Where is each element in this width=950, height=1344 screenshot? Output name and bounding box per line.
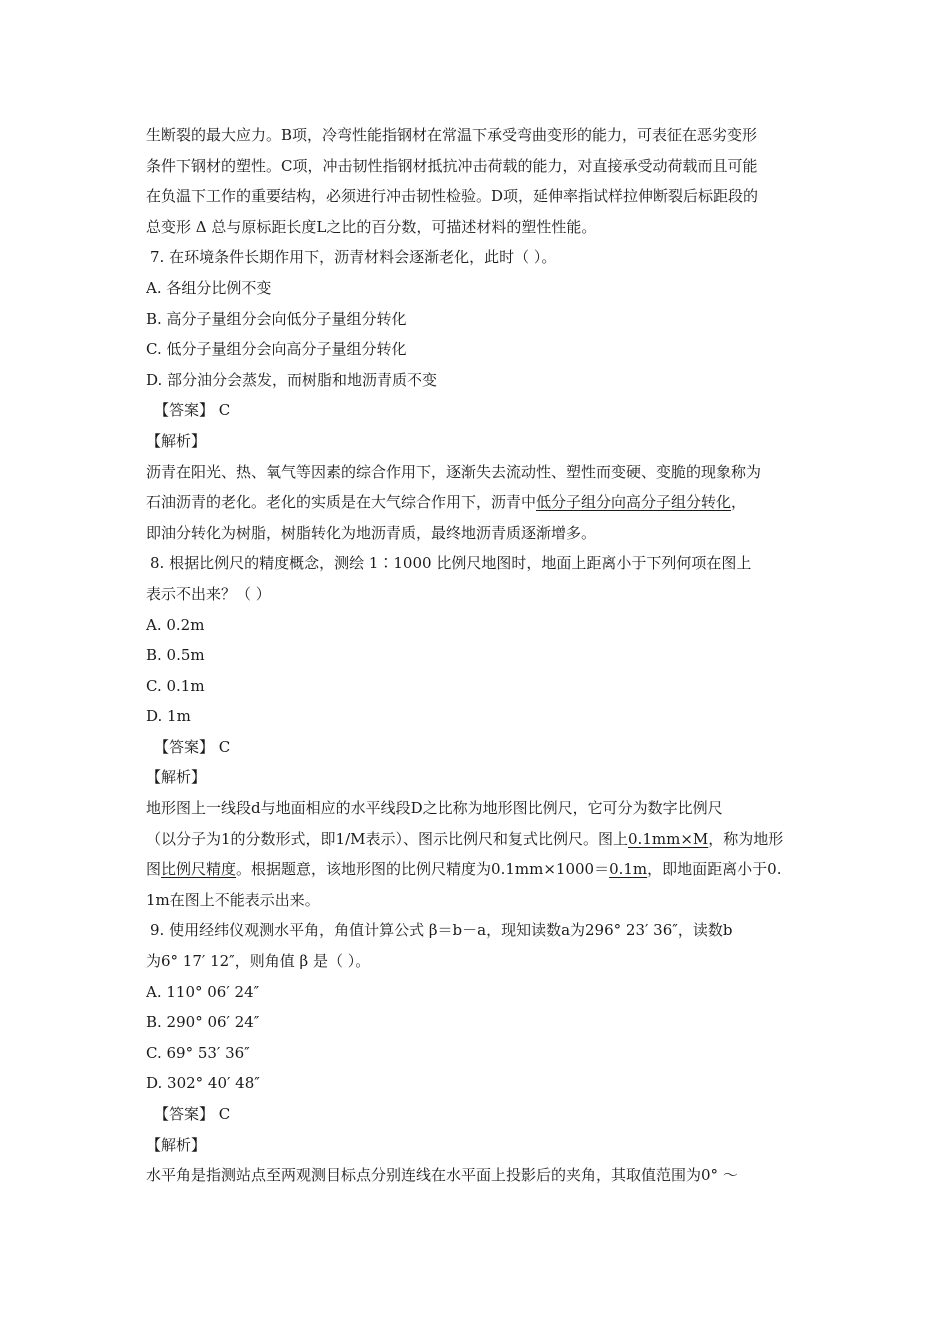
text-run: ，称为地形: [708, 829, 784, 848]
q7-option-b: B. 高分子量组分会向低分子量组分转化: [146, 309, 407, 328]
q7-answer: 【答案】 C: [154, 401, 231, 420]
q7-stem: 7. 在环境条件长期作用下，沥青材料会逐渐老化，此时（ ）。: [150, 248, 557, 267]
q8-analysis-line: [146, 824, 810, 855]
q8-analysis-line: [146, 854, 810, 885]
intro-line: 总变形 Δ 总与原标距长度L之比的百分数，可描述材料的塑性性能。: [146, 217, 597, 236]
q9-option-c: C. 69° 53′ 36″: [146, 1043, 250, 1062]
intro-line: 在负温下工作的重要结构，必须进行冲击韧性检验。D项，延伸率指试样拉伸断裂后标距段的: [146, 187, 759, 206]
underlined-text: 比例尺精度: [161, 860, 237, 879]
q7-option-c: C. 低分子量组分会向高分子量组分转化: [146, 340, 407, 359]
q8-stem-cont: 表示不出来？（ ）: [146, 584, 271, 603]
q8-option-a: A. 0.2m: [146, 615, 205, 634]
q8-analysis-label: 【解析】: [146, 768, 207, 787]
q9-analysis-label: 【解析】: [146, 1135, 207, 1154]
q9-option-d: D. 302° 40′ 48″: [146, 1074, 260, 1093]
q9-stem-cont: 为6° 17′ 12″，则角值 β 是（ ）。: [146, 952, 371, 971]
intro-paragraph: [146, 120, 810, 242]
q8-stem: 8. 根据比例尺的精度概念，测绘 1∶1000 比例尺地图时，地面上距离小于下列何项在图上: [150, 554, 752, 573]
intro-line: 条件下钢材的塑性。C项，冲击韧性指钢材抵抗冲击荷载的能力，对直接承受动荷载而且可能: [146, 156, 758, 175]
underlined-text: 0.1m: [609, 860, 648, 879]
q9-analysis-line: 水平角是指测站点至两观测目标点分别连线在水平面上投影后的夹角，其取值范围为0° ～: [146, 1166, 738, 1185]
q9-stem: 9. 使用经纬仪观测水平角，角值计算公式 β＝b－a，现知读数a为296° 23′ 36″，读数b: [150, 921, 733, 940]
q9-answer: 【答案】 C: [154, 1105, 231, 1123]
intro-line: 生断裂的最大应力。B项，冷弯性能指钢材在常温下承受弯曲变形的能力，可表征在恶劣变形: [146, 126, 758, 144]
text-run: 。根据题意，该地形图的比例尺精度为0.1mm×1000＝: [236, 860, 610, 879]
underlined-text: 0.1mm×M: [628, 829, 709, 848]
text-run: （以分子为1的分数形式，即1/M表示）、图示比例尺和复式比例尺。图上: [146, 829, 629, 848]
q9-option-b: B. 290° 06′ 24″: [146, 1013, 260, 1032]
q7-analysis-line: 即油分转化为树脂，树脂转化为地沥青质，最终地沥青质逐渐增多。: [146, 523, 597, 542]
q7-analysis-label: 【解析】: [146, 431, 207, 450]
document-body: [146, 120, 810, 1191]
q7-option-d: D. 部分油分会蒸发，而树脂和地沥青质不变: [146, 370, 438, 389]
q8-answer: 【答案】 C: [154, 737, 231, 756]
q7-analysis-line: [146, 487, 810, 518]
text-run: ，: [731, 493, 747, 512]
q8-analysis-line: 1m在图上不能表示出来。: [146, 890, 320, 909]
text-run: ，即地面距离小于0.: [647, 860, 782, 879]
q8-option-d: D. 1m: [146, 707, 191, 726]
q8-option-c: C. 0.1m: [146, 676, 205, 695]
q8-option-b: B. 0.5m: [146, 646, 205, 665]
underlined-text: 低分子组分向高分子组分转化: [536, 493, 732, 512]
q7-analysis-line: 沥青在阳光、热、氧气等因素的综合作用下，逐渐失去流动性、塑性而变硬、变脆的现象称为: [146, 462, 762, 481]
q8-analysis-line: 地形图上一线段d与地面相应的水平线段D之比称为地形图比例尺，它可分为数字比例尺: [146, 799, 723, 818]
text-run: 图: [146, 860, 162, 879]
q7-option-a: A. 各组分比例不变: [146, 278, 272, 297]
text-run: 石油沥青的老化。老化的实质是在大气综合作用下，沥青中: [146, 493, 537, 512]
q9-option-a: A. 110° 06′ 24″: [146, 982, 260, 1001]
